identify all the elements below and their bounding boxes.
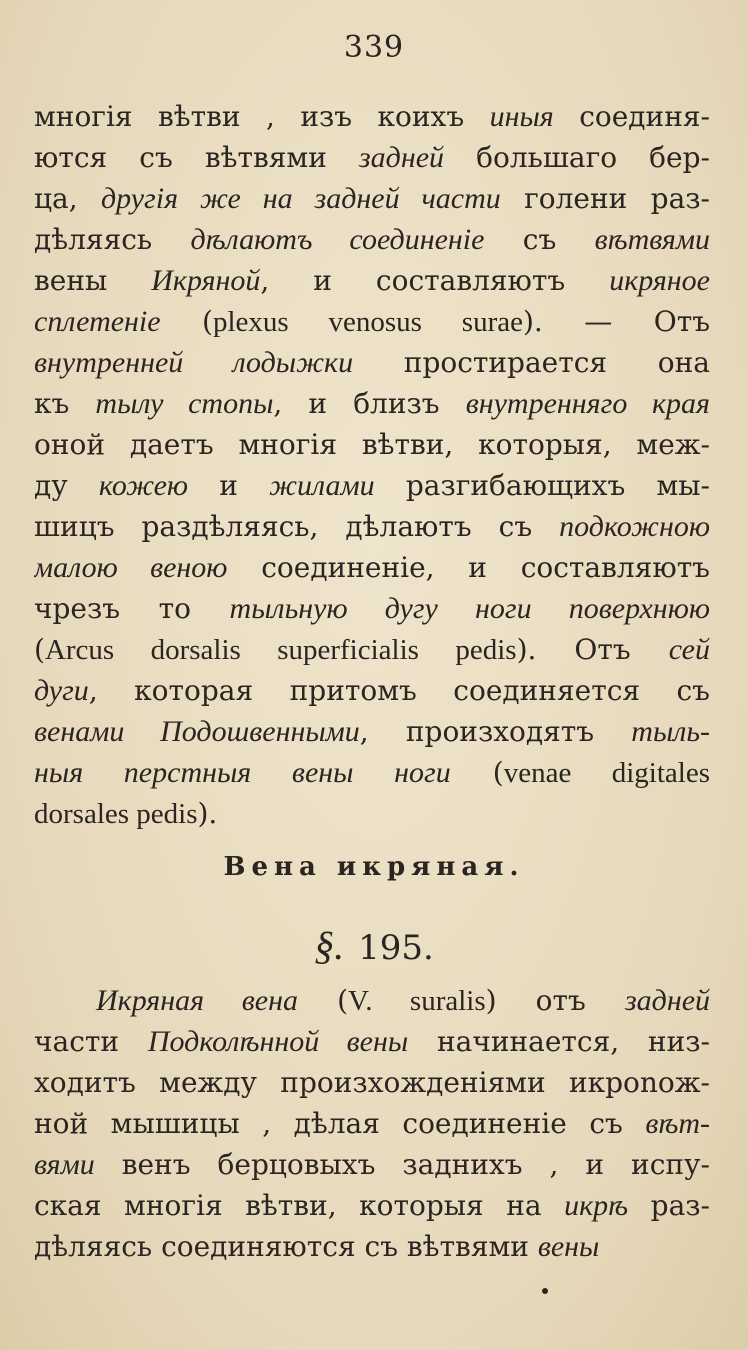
- italic-term: задней: [358, 141, 445, 174]
- text-line: [34, 219, 710, 260]
- italic-term: тыльную дугу ноги поверхнюю: [229, 592, 710, 625]
- text-run: ходитъ между произхожденіями икроnож-: [34, 1066, 710, 1099]
- text-line: [34, 178, 710, 219]
- text-run: dorsales pedis: [34, 798, 198, 830]
- italic-term: Икряной: [151, 264, 261, 297]
- text-line: [34, 424, 710, 465]
- text-run: дѣляясь соединяются съ вѣтвями: [34, 1230, 538, 1263]
- text-line: [34, 465, 710, 506]
- italic-term: Икряная вена: [96, 984, 298, 1017]
- ink-speck: [542, 1288, 548, 1294]
- text-run: вены: [34, 264, 152, 297]
- italic-term: дѣлаютъ соединеніе: [190, 223, 485, 256]
- text-run: ца,: [34, 182, 101, 215]
- text-run: соединя-: [553, 100, 710, 133]
- text-run: голени раз-: [500, 182, 710, 215]
- text-run: , произходятъ: [359, 715, 632, 748]
- italic-term: сплетеніе: [34, 305, 161, 338]
- text-line: [34, 588, 710, 629]
- text-run: V. suralis: [348, 985, 486, 1017]
- text-run: многія вѣтви , изъ коихъ: [34, 100, 490, 133]
- text-run: (: [450, 756, 504, 789]
- text-run: венъ берцовыхъ заднихъ , и испу-: [94, 1148, 710, 1181]
- italic-term: венами Подошвенными: [34, 715, 360, 748]
- text-line: [34, 1226, 710, 1267]
- text-run: большаго бер-: [444, 141, 710, 174]
- text-run: шицъ раздѣляясь, дѣлаютъ съ: [34, 510, 560, 543]
- italic-term: подкожною: [559, 510, 710, 543]
- text-run: разгибающихъ мы-: [374, 469, 710, 502]
- text-run: начинается, низ-: [408, 1025, 710, 1058]
- italic-term: сей: [668, 633, 710, 666]
- text-run: оной даетъ многія вѣтви, которыя, меж-: [34, 428, 710, 461]
- italic-term: жилами: [269, 469, 375, 502]
- text-run: ду: [34, 469, 99, 502]
- section-heading: Вена икряная.: [223, 852, 525, 882]
- text-line: [34, 793, 710, 834]
- italic-term: задней: [624, 984, 710, 1017]
- text-run: и: [188, 469, 270, 502]
- italic-term: вены: [537, 1230, 600, 1263]
- text-line: [34, 1021, 710, 1062]
- text-line: [34, 96, 710, 137]
- text-line: [34, 1144, 710, 1185]
- italic-term: тыль-: [631, 715, 710, 748]
- text-line: [34, 383, 710, 424]
- text-line: [34, 711, 710, 752]
- text-run: plexus venosus surae: [212, 306, 523, 338]
- italic-term: малою веною: [34, 551, 228, 584]
- text-run: ).: [197, 797, 218, 830]
- text-line: [34, 980, 710, 1021]
- page-number: 339: [343, 30, 405, 65]
- text-line: [34, 752, 710, 793]
- section-symbol: §.: [314, 923, 345, 968]
- text-line: [34, 670, 710, 711]
- text-line: [34, 1103, 710, 1144]
- italic-term: икрѣ: [564, 1189, 629, 1222]
- italic-term: вѣт-: [645, 1107, 710, 1140]
- text-line: [34, 137, 710, 178]
- text-run: (: [34, 633, 45, 666]
- text-run: соединеніе, и составляютъ: [227, 551, 710, 584]
- italic-term: внутренней лодыжки: [34, 346, 354, 379]
- text-run: ной мышицы , дѣлая соединеніе съ: [34, 1107, 646, 1140]
- text-line: [34, 629, 710, 670]
- text-line: [34, 260, 710, 301]
- italic-term: кожею: [98, 469, 189, 502]
- text-run: ). — Отъ: [522, 305, 710, 338]
- paragraph-2: [34, 980, 710, 1267]
- italic-term: иныя: [489, 100, 554, 133]
- italic-term: икряное: [609, 264, 710, 297]
- text-run: ). Отъ: [516, 633, 669, 666]
- text-line: [34, 1185, 710, 1226]
- italic-term: ныя перстныя вены ноги: [34, 756, 451, 789]
- text-run: простирается она: [353, 346, 710, 379]
- text-run: , и составляютъ: [260, 264, 610, 297]
- text-run: съ: [484, 223, 595, 256]
- text-run: части: [34, 1025, 148, 1058]
- text-run: дѣляясь: [34, 223, 191, 256]
- text-run: къ: [34, 387, 96, 420]
- text-line: [34, 547, 710, 588]
- text-line: [34, 506, 710, 547]
- text-run: Arcus dorsalis superficialis pedis: [44, 634, 517, 666]
- text-line: [34, 301, 710, 342]
- italic-term: вями: [34, 1148, 95, 1181]
- text-run: , и близъ: [273, 387, 466, 420]
- text-run: (: [160, 305, 213, 338]
- paragraph-1: [34, 96, 710, 834]
- section-mark: [0, 922, 748, 969]
- text-line: [34, 342, 710, 383]
- text-run: (: [298, 984, 349, 1017]
- text-line: [34, 1062, 710, 1103]
- italic-term: Подколѣнной вены: [147, 1025, 409, 1058]
- text-run: venae digitales: [503, 757, 710, 789]
- italic-term: другія же на задней части: [100, 182, 501, 215]
- text-run: чрезъ то: [34, 592, 230, 625]
- italic-term: внутренняго края: [465, 387, 710, 420]
- text-run: , которая притомъ соединяется съ: [88, 674, 710, 707]
- text-run: ются съ вѣтвями: [34, 141, 359, 174]
- italic-term: вѣтвями: [594, 223, 710, 256]
- italic-term: дуги: [34, 674, 89, 707]
- text-run: ) отъ: [485, 984, 625, 1017]
- text-run: раз-: [628, 1189, 710, 1222]
- section-number: 195.: [358, 928, 434, 968]
- italic-term: тылу стопы: [95, 387, 274, 420]
- text-run: ская многія вѣтви, которыя на: [34, 1189, 565, 1222]
